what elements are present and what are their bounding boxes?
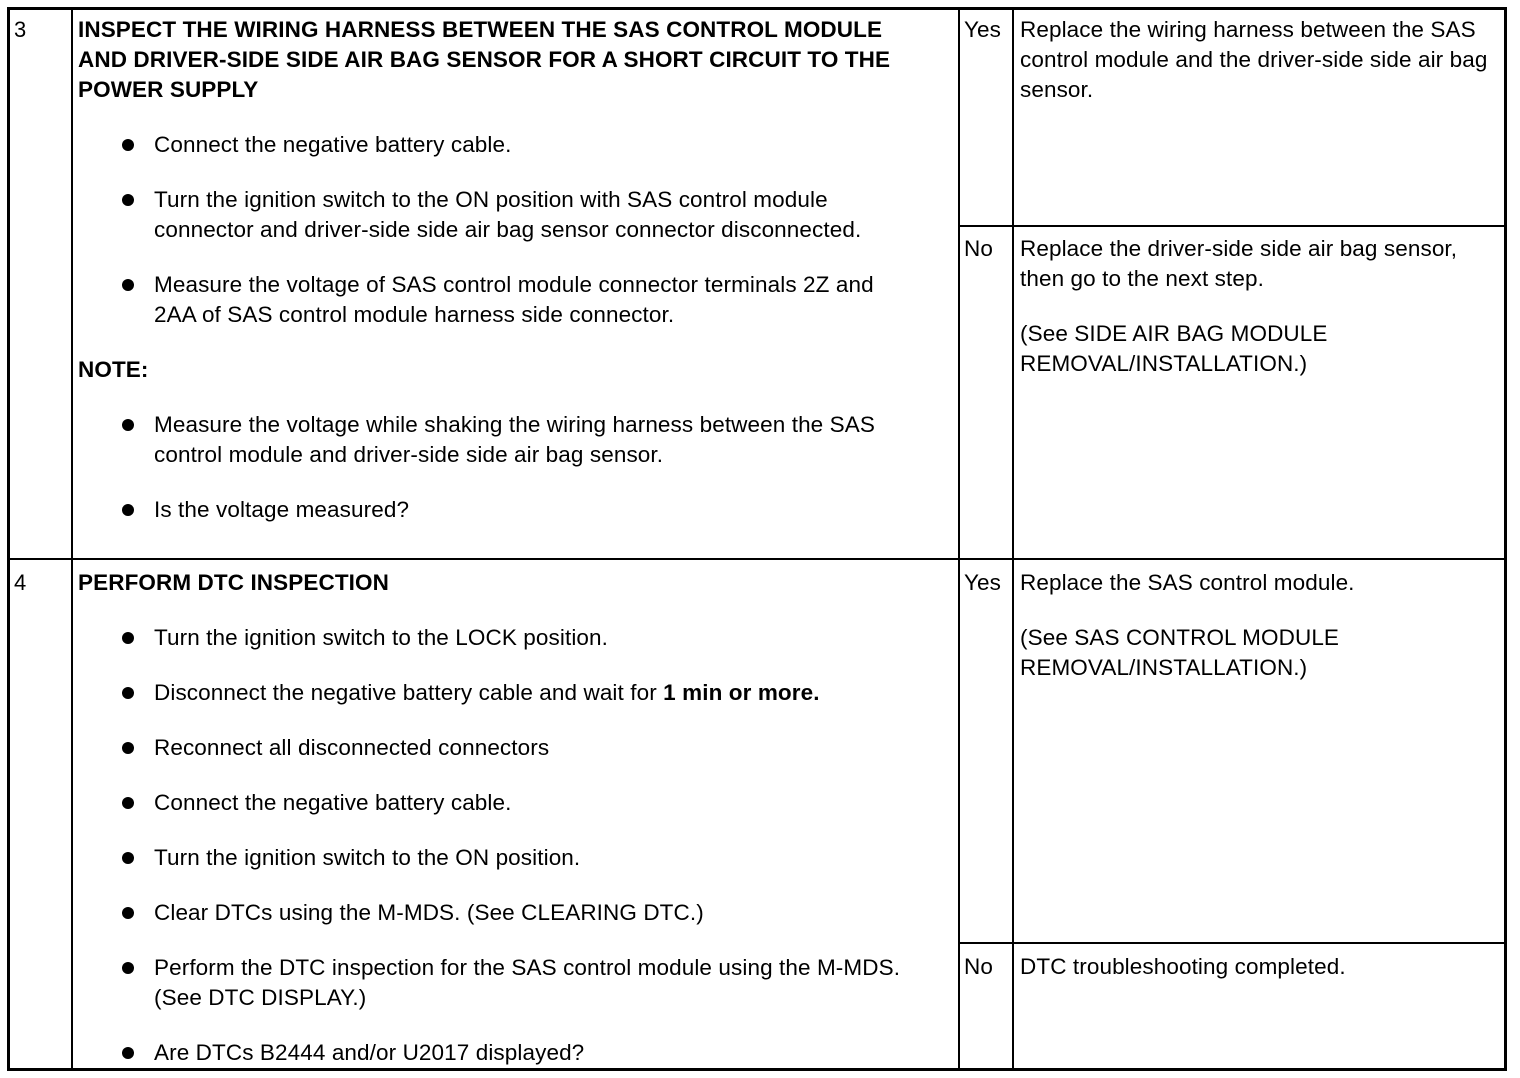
yes-action: Replace the wiring harness between the SAS control module and the driver-side side air bag sensor.: [1020, 17, 1488, 102]
list-item: Perform the DTC inspection for the SAS control module using the M-MDS. (See DTC DISPLAY.): [78, 953, 918, 1013]
step-title: INSPECT THE WIRING HARNESS BETWEEN THE SAS CONTROL MODULE AND DRIVER-SIDE SIDE AIR BAG SENSOR FOR A SHORT CIRCUIT TO THE POWER SUPPLY: [78, 17, 891, 102]
bullet-list: [78, 623, 918, 1068]
bullet-icon: [122, 742, 134, 754]
list-item: Measure the voltage while shaking the wiring harness between the SAS control module and driver-side side air bag sensor.: [78, 410, 918, 470]
reference-link[interactable]: (See SIDE AIR BAG MODULE REMOVAL/INSTALLATION.): [1020, 321, 1328, 376]
yes-action: Replace the SAS control module. (See SAS CONTROL MODULE REMOVAL/INSTALLATION.): [1020, 568, 1490, 708]
list-item: Turn the ignition switch to the LOCK position.: [78, 623, 918, 653]
divider-row-3-4: [10, 558, 1504, 560]
list-item: Measure the voltage of SAS control module connector terminals 2Z and 2AA of SAS control module harness side connector.: [78, 270, 918, 330]
step-number: 3: [14, 17, 27, 42]
list-item: Reconnect all disconnected connectors: [78, 733, 918, 763]
yes-label: Yes: [964, 570, 1002, 595]
bullet-icon: [122, 907, 134, 919]
bullet-icon: [122, 279, 134, 291]
bullet-icon: [122, 632, 134, 644]
divider-row3-yes-no: [958, 225, 1504, 227]
divider-row4-yes-no: [958, 942, 1504, 944]
no-action: Replace the driver-side side air bag sensor, then go to the next step. (See SIDE AIR BAG MODULE REMOVAL/INSTALLATION.): [1020, 234, 1490, 404]
bullet-icon: [122, 139, 134, 151]
list-item: Turn the ignition switch to the ON position.: [78, 843, 918, 873]
note-label: NOTE:: [78, 357, 149, 382]
step-content: [78, 15, 918, 525]
list-item: Clear DTCs using the M-MDS. (See CLEARING DTC.): [78, 898, 918, 928]
note-bullet-list: [78, 410, 918, 525]
bullet-icon: [122, 419, 134, 431]
divider-verdict-column: [958, 10, 960, 1068]
bullet-icon: [122, 687, 134, 699]
bullet-icon: [122, 797, 134, 809]
no-label: No: [964, 954, 993, 979]
no-label: No: [964, 236, 993, 261]
bullet-icon: [122, 504, 134, 516]
troubleshooting-table: [7, 7, 1507, 1071]
list-item: Turn the ignition switch to the ON position with SAS control module connector and driver-side side air bag sensor connector disconnected.: [78, 185, 918, 245]
no-action: DTC troubleshooting completed.: [1020, 954, 1346, 979]
bullet-icon: [122, 1047, 134, 1059]
step-content: [78, 568, 918, 1068]
list-item: Connect the negative battery cable.: [78, 788, 918, 818]
divider-step-column: [71, 10, 73, 1068]
divider-action-column: [1012, 10, 1014, 1068]
bullet-list: [78, 130, 918, 330]
list-item: Is the voltage measured?: [78, 495, 918, 525]
reference-link[interactable]: (See SAS CONTROL MODULE REMOVAL/INSTALLATION.): [1020, 625, 1340, 680]
list-item: Are DTCs B2444 and/or U2017 displayed?: [78, 1038, 918, 1068]
step-title: PERFORM DTC INSPECTION: [78, 570, 389, 595]
bullet-icon: [122, 194, 134, 206]
list-item: Disconnect the negative battery cable and wait for 1 min or more.: [78, 678, 918, 708]
step-number: 4: [14, 570, 27, 595]
list-item: Connect the negative battery cable.: [78, 130, 918, 160]
bullet-icon: [122, 962, 134, 974]
bullet-icon: [122, 852, 134, 864]
yes-label: Yes: [964, 17, 1002, 42]
